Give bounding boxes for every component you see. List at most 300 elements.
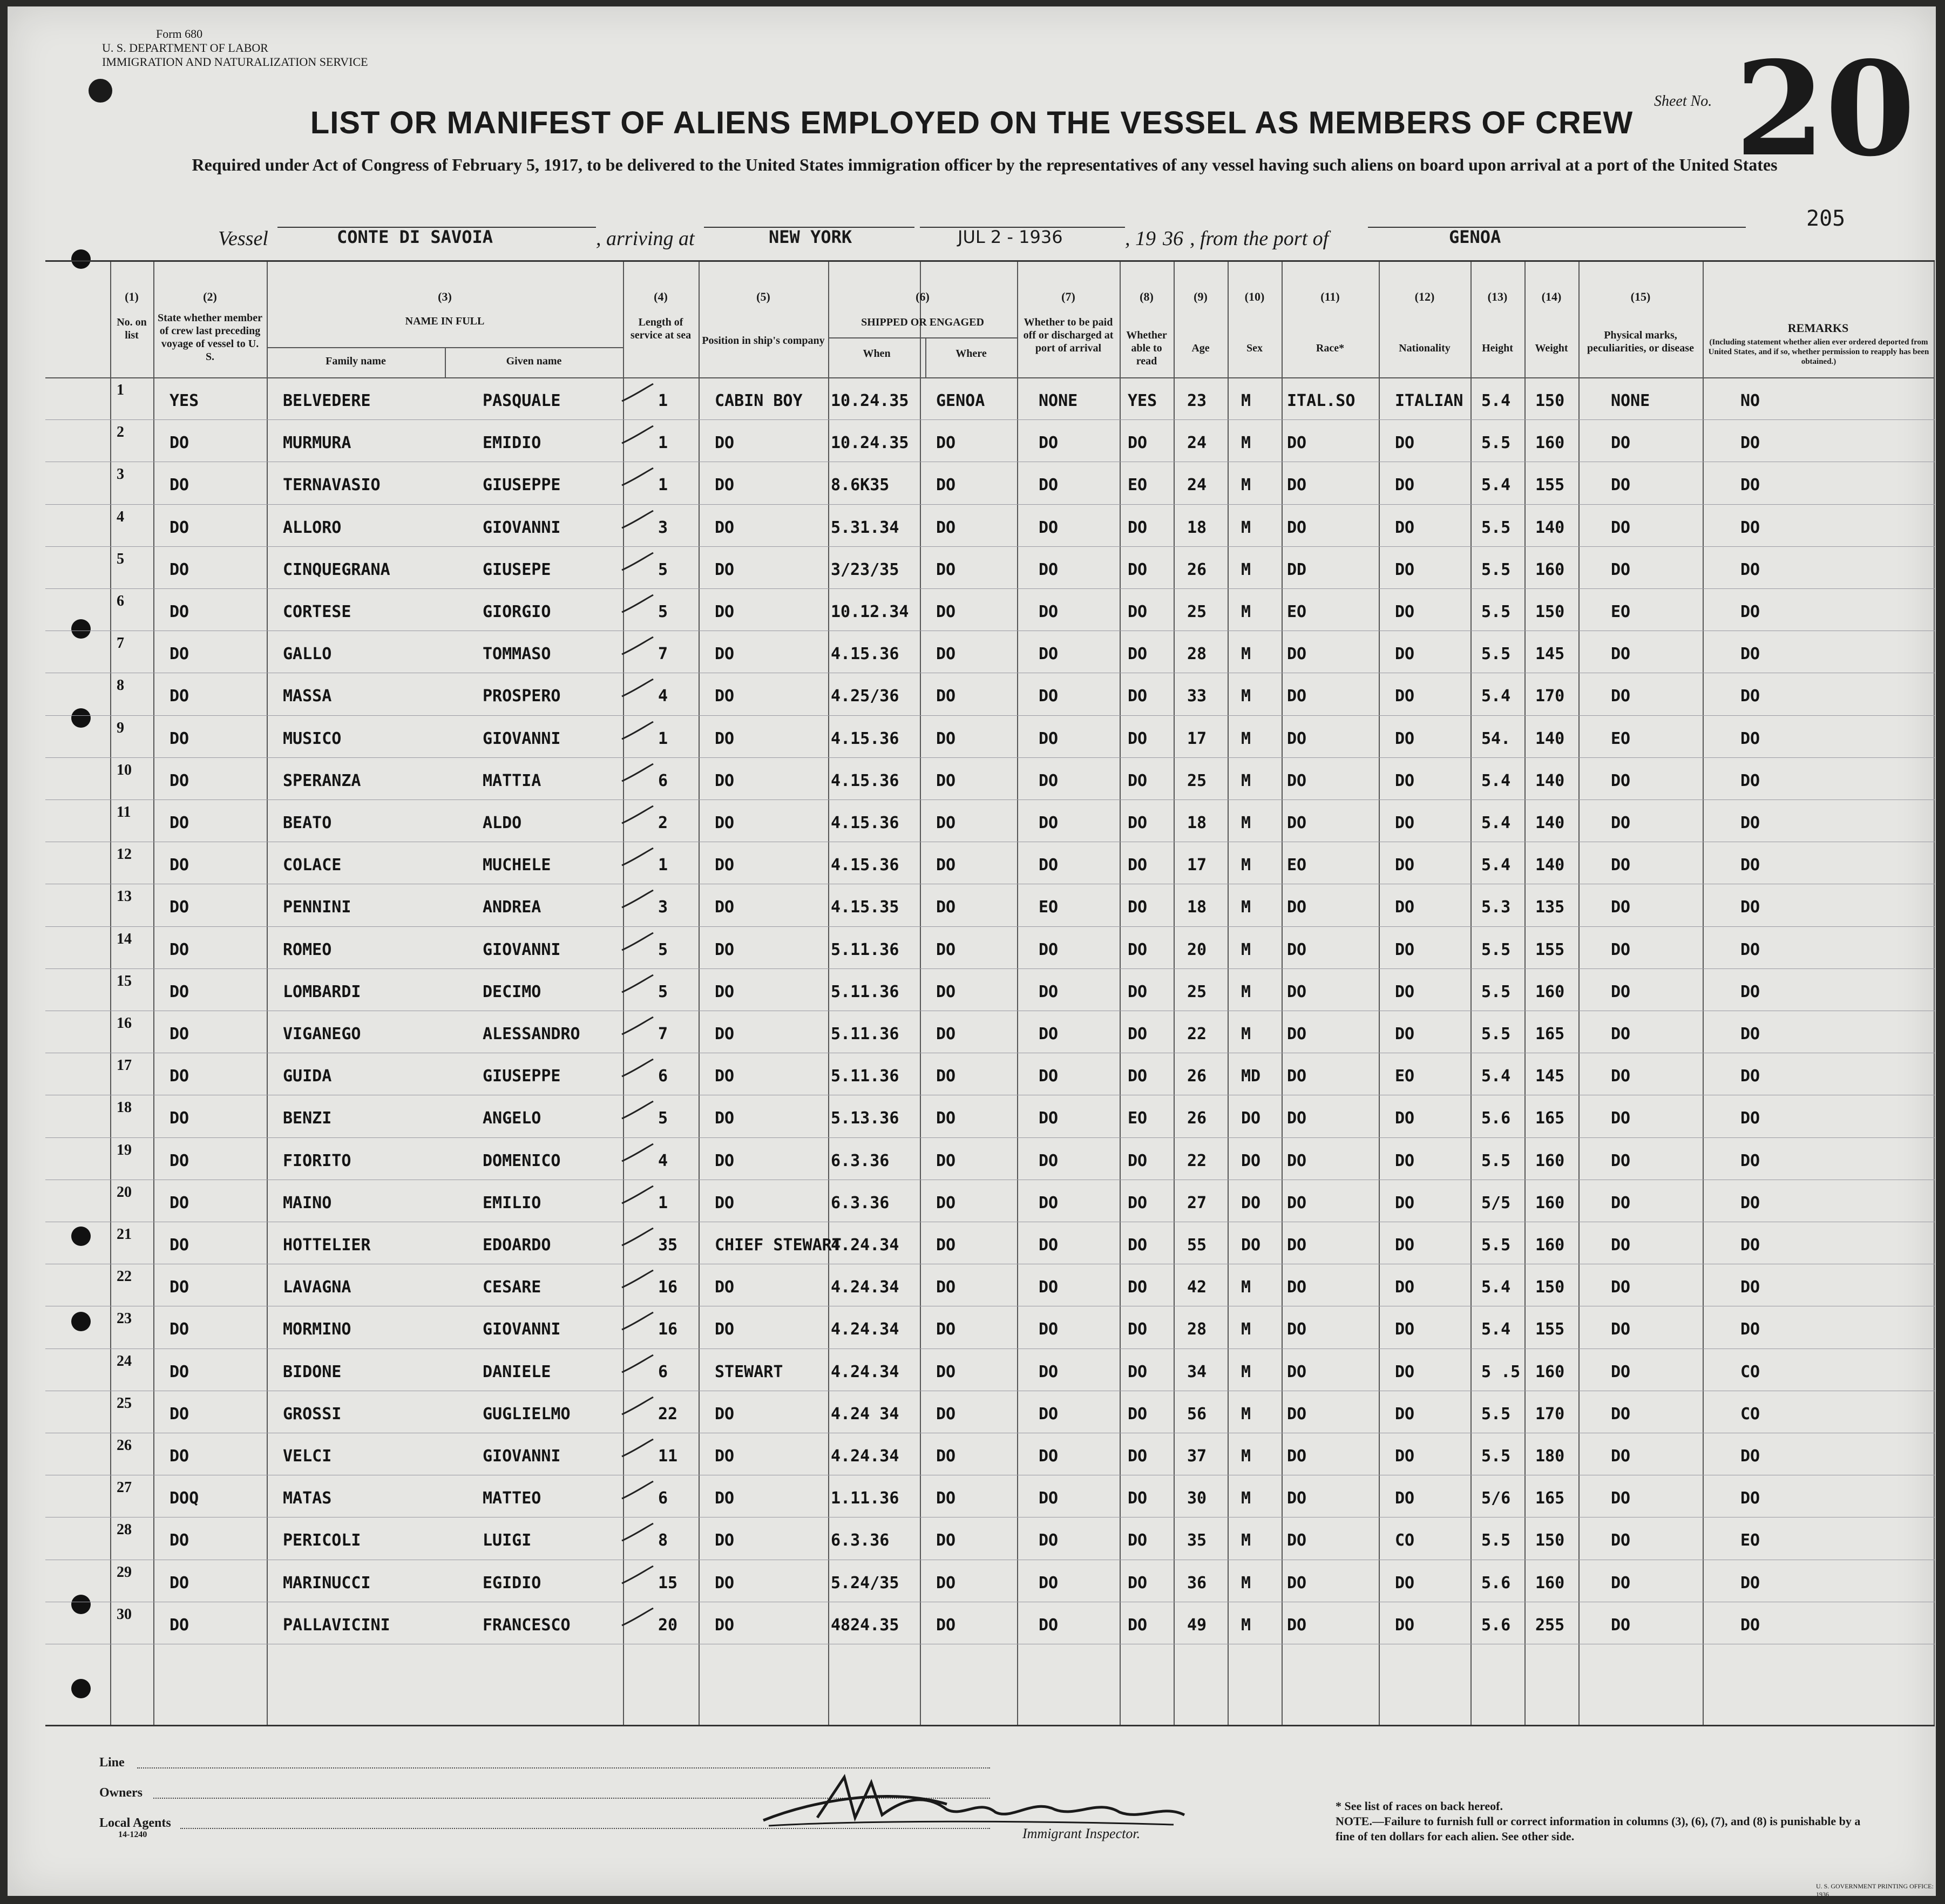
cell-read: DO [1128,1531,1148,1550]
cell-nat: DO [1395,814,1415,832]
cell-read: DO [1128,1489,1148,1508]
cell-given: DANIELE [483,1362,551,1381]
table-row [45,1475,1935,1517]
cell-weight: 155 [1535,476,1565,495]
cell-position: DO [715,1278,735,1297]
cell-sex: M [1241,1404,1251,1424]
cell-race: DO [1287,1362,1307,1381]
cell-height: 5.5 [1481,518,1511,537]
vessel-line [218,227,1746,259]
cell-no: 19 [117,1141,132,1158]
cell-age: 18 [1187,518,1207,537]
cell-nat: DO [1395,1109,1415,1128]
cell-prev: DO [170,856,189,875]
cell-race: DO [1287,1531,1307,1550]
cell-paid: DO [1039,518,1059,537]
service-name: IMMIGRATION AND NATURALIZATION SERVICE [102,55,368,69]
cell-age: 34 [1187,1362,1207,1381]
cell-where: DO [936,1615,956,1635]
cell-no: 22 [117,1268,132,1285]
cell-service: 6 [658,1362,668,1381]
cell-prev: DO [170,1067,189,1086]
cell-paid: DO [1039,1151,1059,1170]
cell-height: 5 .5 [1481,1362,1521,1381]
cell-position: DO [715,814,735,832]
cell-service: 1 [658,1193,668,1212]
cell-given: GUGLIELMO [483,1404,571,1424]
cell-service: 7 [658,645,668,664]
cell-height: 54. [1481,729,1511,748]
cell-marks: DO [1611,814,1631,832]
cell-family: BEATO [283,814,332,832]
cell-no: 7 [117,635,124,652]
cell-service: 8 [658,1531,668,1550]
cell-service: 15 [658,1573,678,1593]
cell-when: 4.24.34 [831,1236,899,1255]
cell-read: DO [1128,898,1148,917]
cell-age: 36 [1187,1573,1207,1593]
cell-service: 5 [658,940,668,959]
cell-remarks: DO [1740,1320,1760,1339]
cell-service: 20 [658,1615,678,1635]
cell-service: 3 [658,898,668,917]
cell-position: DO [715,1151,735,1170]
cell-nat: DO [1395,1151,1415,1170]
cell-sex: M [1241,560,1251,579]
cell-when: 4.15.36 [831,771,899,790]
table-row [45,1306,1935,1348]
cell-prev: DO [170,1193,189,1212]
cell-marks: DO [1611,1193,1631,1212]
cell-age: 23 [1187,391,1207,410]
cell-marks: DO [1611,1489,1631,1508]
cell-race: DO [1287,518,1307,537]
table-row [45,462,1935,504]
cell-where: DO [936,1573,956,1593]
column-number: (1) [125,290,139,303]
cell-nat: DO [1395,433,1415,453]
cell-where: DO [936,1067,956,1086]
cell-read: DO [1128,645,1148,664]
column-header-position: Position in ship's company [702,335,825,347]
cell-paid: DO [1039,1193,1059,1212]
cell-paid: DO [1039,1531,1059,1550]
cell-prev: DO [170,560,189,579]
cell-nat: DO [1395,1573,1415,1593]
cell-no: 26 [117,1437,132,1454]
cell-sex: M [1241,898,1251,917]
cell-height: 5.5 [1481,602,1511,621]
cell-when: 4.15.35 [831,898,899,917]
cell-family: BIDONE [283,1362,342,1381]
cell-given: GIUSEPPE [483,476,561,495]
cell-service: 1 [658,856,668,875]
cell-prev: DO [170,1362,189,1381]
cell-given: TOMMASO [483,645,551,664]
cell-no: 14 [117,930,132,947]
cell-sex: M [1241,771,1251,790]
cell-read: DO [1128,1067,1148,1086]
cell-sex: M [1241,476,1251,495]
cell-where: DO [936,898,956,917]
department-name: U. S. DEPARTMENT OF LABOR [102,41,268,55]
cell-given: GIOVANNI [483,518,561,537]
cell-paid: DO [1039,982,1059,1001]
cell-age: 18 [1187,814,1207,832]
cell-height: 5.5 [1481,1447,1511,1466]
cell-prev: YES [170,391,199,410]
cell-read: YES [1128,391,1157,410]
cell-given: EMIDIO [483,433,541,453]
cell-no: 15 [117,972,132,990]
tick-mark-icon [618,1142,655,1163]
cell-read: DO [1128,1236,1148,1255]
cell-marks: DO [1611,771,1631,790]
tick-mark-icon [618,888,655,910]
cell-marks: DO [1611,898,1631,917]
cell-remarks: DO [1740,982,1760,1001]
vessel-label: Vessel [218,227,268,250]
table-row [45,1264,1935,1306]
cell-no: 5 [117,550,124,567]
cell-no: 25 [117,1394,132,1412]
cell-nat: DO [1395,1447,1415,1466]
cell-weight: 160 [1535,982,1565,1001]
cell-paid: DO [1039,1025,1059,1044]
cell-read: EO [1128,476,1148,495]
cell-age: 24 [1187,433,1207,453]
cell-paid: DO [1039,560,1059,579]
cell-no: 2 [117,424,124,441]
cell-prev: DO [170,645,189,664]
cell-race: DO [1287,1573,1307,1593]
table-row [45,1433,1935,1475]
cell-position: STEWART [715,1362,783,1381]
cell-family: CORTESE [283,602,351,621]
cell-weight: 165 [1535,1109,1565,1128]
tick-mark-icon [618,846,655,868]
cell-sex: MD [1241,1067,1261,1086]
cell-paid: DO [1039,602,1059,621]
cell-marks: DO [1611,1025,1631,1044]
cell-position: DO [715,1193,735,1212]
cell-position: DO [715,602,735,621]
race-footnote: * See list of races on back hereof. [1336,1799,1503,1813]
column-number: (2) [203,290,217,303]
cell-prev: DO [170,898,189,917]
cell-nat: DO [1395,940,1415,959]
cell-when: 5.11.36 [831,1067,899,1086]
cell-nat: EO [1395,1067,1415,1086]
cell-position: DO [715,518,735,537]
cell-service: 2 [658,814,668,832]
cell-when: 3/23/35 [831,560,899,579]
cell-read: DO [1128,560,1148,579]
cell-paid: NONE [1039,391,1078,410]
cell-weight: 155 [1535,1320,1565,1339]
table-row [45,715,1935,757]
tick-mark-icon [618,762,655,783]
table-row [45,842,1935,884]
cell-when: 5.13.36 [831,1109,899,1128]
cell-nat: DO [1395,729,1415,748]
cell-paid: DO [1039,433,1059,453]
cell-given: GIUSEPE [483,560,551,579]
cell-race: DO [1287,1615,1307,1635]
cell-position: DO [715,771,735,790]
cell-position: DO [715,687,735,706]
cell-height: 5.5 [1481,1404,1511,1424]
cell-weight: 150 [1535,1531,1565,1550]
cell-service: 5 [658,982,668,1001]
cell-sex: DO [1241,1236,1261,1255]
cell-height: 5.3 [1481,898,1511,917]
cell-no: 3 [117,466,124,483]
cell-nat: DO [1395,856,1415,875]
cell-remarks: DO [1740,771,1760,790]
cell-race: DO [1287,476,1307,495]
cell-where: DO [936,814,956,832]
table-row [45,1095,1935,1137]
cell-when: 4.15.36 [831,729,899,748]
cell-no: 13 [117,888,132,905]
column-header-where: Where [955,348,987,360]
cell-given: EDOARDO [483,1236,551,1255]
sheet-label: Sheet No. [1654,93,1712,110]
cell-weight: 160 [1535,1573,1565,1593]
cell-paid: DO [1039,687,1059,706]
cell-where: DO [936,560,956,579]
column-header-race: Race* [1316,342,1345,354]
cell-no: 27 [117,1479,132,1496]
cell-remarks: DO [1740,602,1760,621]
cell-when: 4.15.36 [831,814,899,832]
cell-where: DO [936,1362,956,1381]
cell-race: DO [1287,940,1307,959]
cell-family: VELCI [283,1447,332,1466]
cell-weight: 140 [1535,729,1565,748]
cell-nat: DO [1395,687,1415,706]
cell-prev: DO [170,1320,189,1339]
cell-remarks: DO [1740,1151,1760,1170]
cell-prev: DO [170,940,189,959]
cell-when: 10.24.35 [831,433,909,453]
table-row [45,419,1935,462]
cell-weight: 150 [1535,602,1565,621]
cell-marks: DO [1611,687,1631,706]
cell-height: 5.5 [1481,1531,1511,1550]
cell-when: 5.11.36 [831,1025,899,1044]
cell-sex: M [1241,391,1251,410]
cell-no: 4 [117,508,124,525]
cell-position: DO [715,982,735,1001]
cell-weight: 165 [1535,1025,1565,1044]
column-header-previous-voyage: State whether member of crew last preceding voyage of vessel to U. S. [157,312,262,363]
cell-where: DO [936,1025,956,1044]
cell-given: ALDO [483,814,522,832]
cell-nat: DO [1395,602,1415,621]
cell-family: CINQUEGRANA [283,560,390,579]
cell-weight: 170 [1535,687,1565,706]
sheet-number: 20 [1735,33,1915,185]
tick-mark-icon [618,382,655,403]
cell-service: 3 [658,518,668,537]
cell-service: 6 [658,1489,668,1508]
cell-read: DO [1128,1320,1148,1339]
table-row [45,1011,1935,1053]
cell-position: DO [715,1615,735,1635]
column-header-sex: Sex [1246,342,1263,354]
cell-prev: DO [170,1404,189,1424]
cell-sex: M [1241,1320,1251,1339]
cell-service: 35 [658,1236,678,1255]
cell-read: DO [1128,729,1148,748]
cell-marks: DO [1611,1447,1631,1466]
cell-service: 5 [658,1109,668,1128]
cell-nat: DO [1395,560,1415,579]
cell-service: 7 [658,1025,668,1044]
cell-paid: DO [1039,1615,1059,1635]
cell-race: DO [1287,1278,1307,1297]
cell-height: 5.5 [1481,1151,1511,1170]
cell-when: 4.24 34 [831,1404,899,1424]
cell-given: MUCHELE [483,856,551,875]
tick-mark-icon [618,1353,655,1374]
cell-no: 12 [117,846,132,863]
cell-when: 6.3.36 [831,1193,890,1212]
column-number: (12) [1414,290,1435,303]
cell-family: SPERANZA [283,771,361,790]
cell-where: DO [936,940,956,959]
cell-marks: DO [1611,1320,1631,1339]
cell-given: GIOVANNI [483,940,561,959]
table-row [45,673,1935,715]
cell-prev: DO [170,771,189,790]
cell-read: DO [1128,1193,1148,1212]
cell-prev: DO [170,729,189,748]
cell-service: 1 [658,729,668,748]
cell-race: DO [1287,1236,1307,1255]
cell-weight: 160 [1535,433,1565,453]
cell-when: 6.3.36 [831,1151,890,1170]
cell-given: CESARE [483,1278,541,1297]
cell-sex: DO [1241,1193,1261,1212]
vessel-name: CONTE DI SAVOIA [337,227,493,247]
cell-weight: 170 [1535,1404,1565,1424]
cell-given: GIOVANNI [483,1447,561,1466]
cell-height: 5.4 [1481,771,1511,790]
cell-given: DECIMO [483,982,541,1001]
cell-race: DO [1287,814,1307,832]
cell-position: DO [715,940,735,959]
table-row [45,1391,1935,1433]
cell-where: DO [936,982,956,1001]
cell-when: 4.25/36 [831,687,899,706]
tick-mark-icon [618,1479,655,1501]
column-header-when: When [863,348,891,360]
cell-age: 25 [1187,602,1207,621]
cell-family: ROMEO [283,940,332,959]
cell-remarks: DO [1740,1615,1760,1635]
cell-remarks: DO [1740,1573,1760,1593]
cell-nat: ITALIAN [1395,391,1463,410]
cell-remarks: DO [1740,898,1760,917]
cell-read: DO [1128,1447,1148,1466]
cell-position: DO [715,1025,735,1044]
cell-read: DO [1128,940,1148,959]
cell-when: 10.12.34 [831,602,909,621]
cell-race: DD [1287,560,1307,579]
column-number: (15) [1630,290,1651,303]
tick-mark-icon [618,720,655,741]
cell-where: DO [936,729,956,748]
cell-where: DO [936,1278,956,1297]
cell-remarks: DO [1740,645,1760,664]
cell-read: DO [1128,1151,1148,1170]
cell-read: DO [1128,602,1148,621]
cell-given: ANDREA [483,898,541,917]
table-row [45,504,1935,546]
cell-marks: DO [1611,1531,1631,1550]
cell-weight: 160 [1535,560,1565,579]
cell-given: ANGELO [483,1109,541,1128]
arriving-port: NEW YORK [769,227,852,247]
cell-read: DO [1128,1362,1148,1381]
cell-when: 4.24.34 [831,1362,899,1381]
owners-label: Owners [99,1786,143,1800]
cell-height: 5.4 [1481,856,1511,875]
tick-mark-icon [618,593,655,614]
tick-mark-icon [618,1015,655,1036]
cell-age: 37 [1187,1447,1207,1466]
cell-family: PALLAVICINI [283,1615,390,1635]
cell-height: 5.5 [1481,982,1511,1001]
year-label: , 19 [1125,227,1156,250]
cell-when: 10.24.35 [831,391,909,410]
cell-race: DO [1287,1447,1307,1466]
table-row [45,1349,1935,1391]
cell-where: DO [936,602,956,621]
cell-family: PENNINI [283,898,351,917]
column-header-height: Height [1482,342,1513,354]
cell-no: 11 [117,804,131,821]
cell-family: MAINO [283,1193,332,1212]
cell-weight: 160 [1535,1236,1565,1255]
cell-read: DO [1128,1404,1148,1424]
cell-paid: DO [1039,476,1059,495]
penalty-note: NOTE.—Failure to furnish full or correct information in columns (3), (6), (7), and (8) is punishable by a fine of ten dollars for each alien. See other side. [1336,1814,1861,1843]
from-port: GENOA [1449,227,1501,247]
cell-paid: EO [1039,898,1059,917]
cell-prev: DO [170,1236,189,1255]
cell-marks: DO [1611,433,1631,453]
cell-when: 4824.35 [831,1615,899,1635]
cell-prev: DO [170,602,189,621]
cell-nat: DO [1395,1489,1415,1508]
column-number: (9) [1194,290,1208,303]
cell-weight: 165 [1535,1489,1565,1508]
column-header-read: Whether able to read [1126,329,1167,367]
cell-position: DO [715,1489,735,1508]
cell-height: 5.6 [1481,1573,1511,1593]
cell-given: MATTIA [483,771,541,790]
cell-service: 6 [658,1067,668,1086]
cell-where: DO [936,518,956,537]
cell-service: 4 [658,687,668,706]
department-seal-icon [89,79,112,103]
cell-where: DO [936,433,956,453]
cell-where: DO [936,1151,956,1170]
